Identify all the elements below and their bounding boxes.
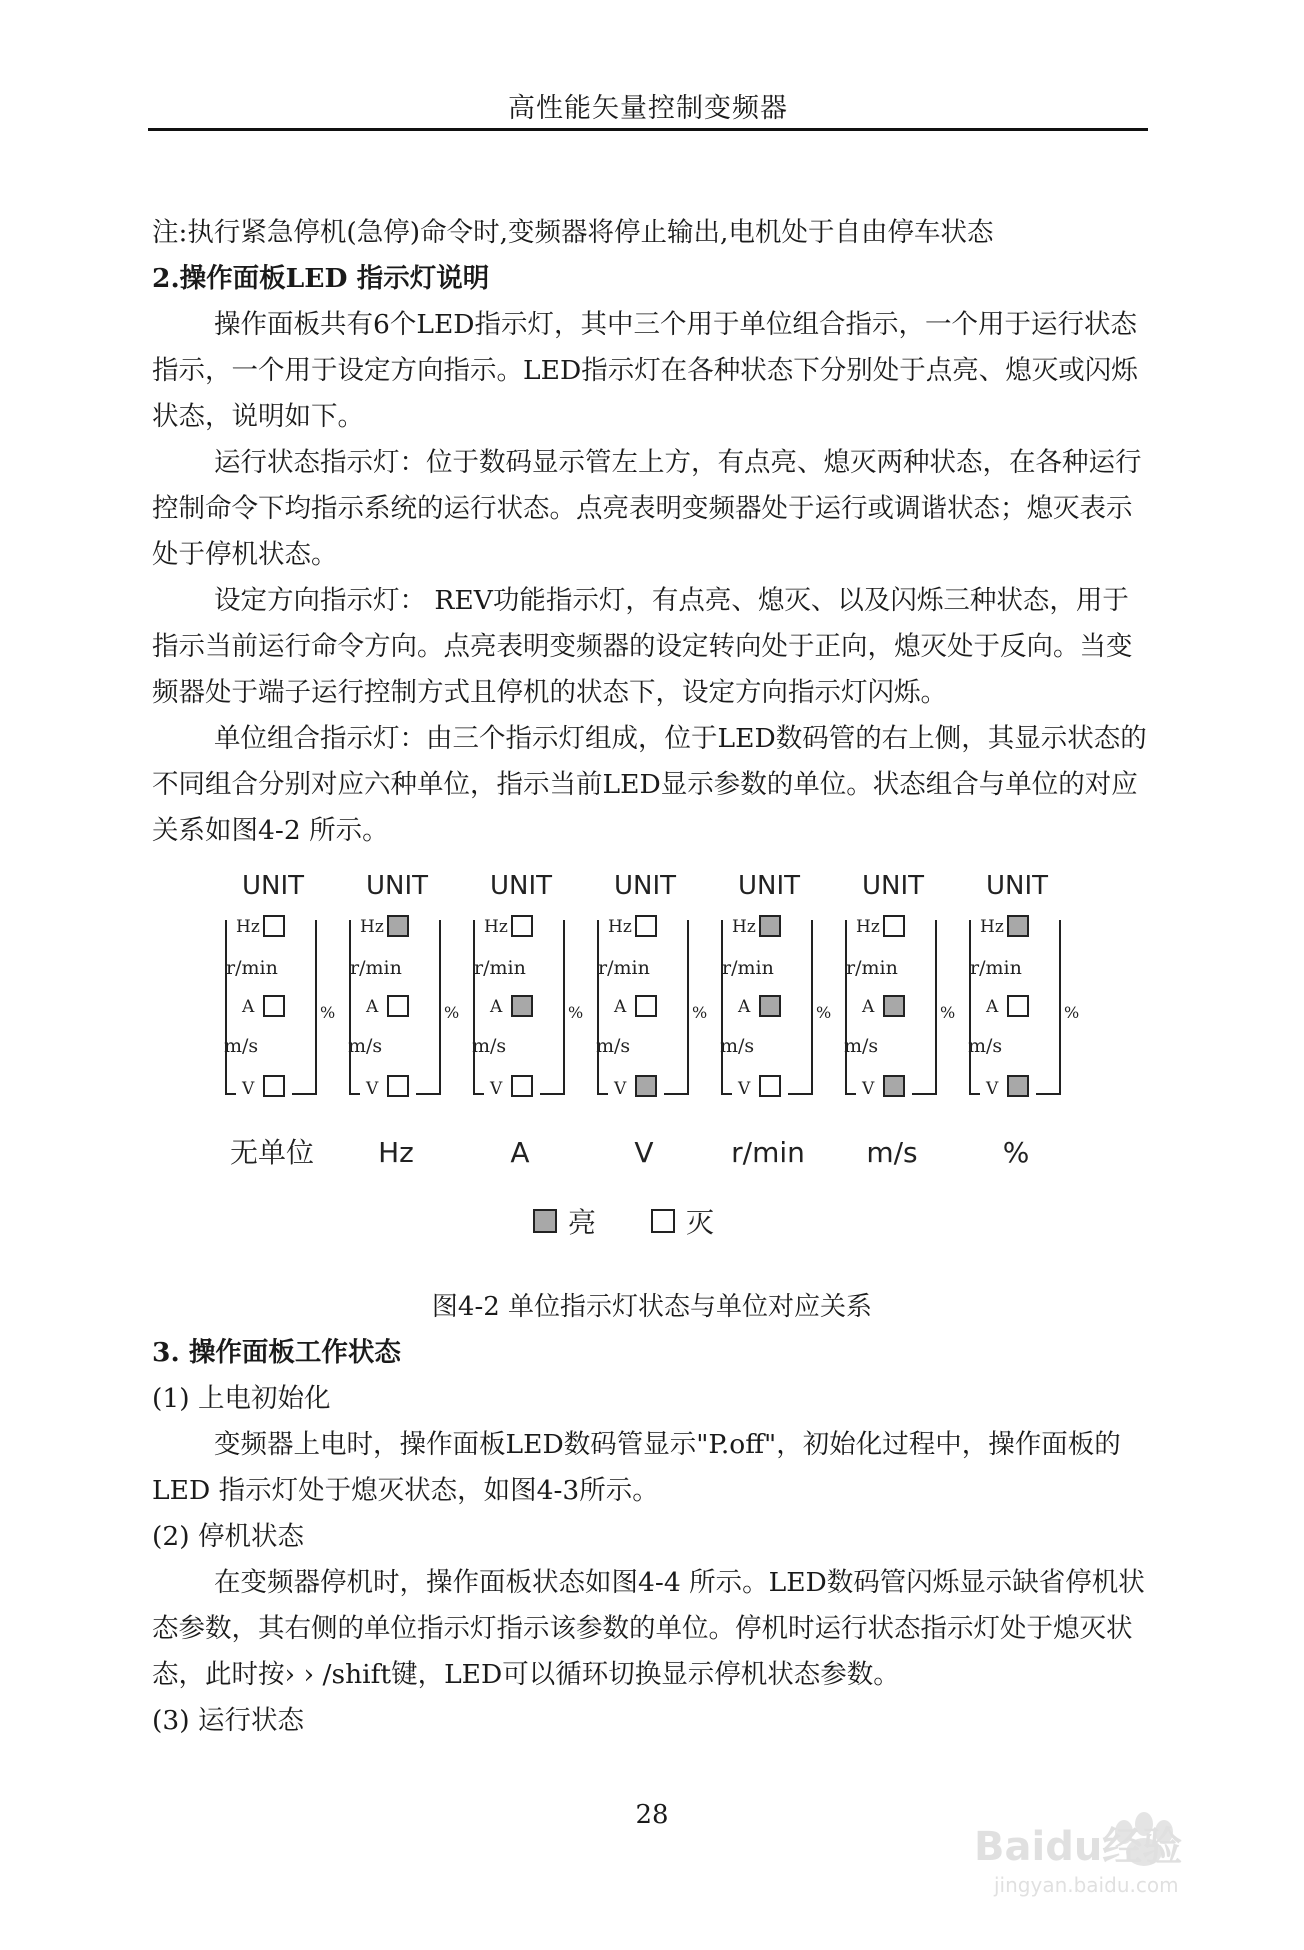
v-label: V xyxy=(986,1079,999,1099)
unit-name-label: m/s xyxy=(866,1136,918,1169)
bracket-right xyxy=(912,920,936,1094)
percent-label: % xyxy=(1064,1003,1080,1022)
rmin-label: r/min xyxy=(474,957,526,979)
a-label: A xyxy=(366,997,379,1017)
unit-indicator-figure xyxy=(152,862,1152,1282)
v-indicator-lamp xyxy=(388,1076,408,1096)
legend-on-swatch xyxy=(534,1210,556,1232)
section-heading-3: 3. 操作面板工作状态 xyxy=(152,1337,401,1368)
hz-label: Hz xyxy=(484,917,508,937)
page-body xyxy=(152,210,1152,1744)
rmin-label: r/min xyxy=(970,957,1022,979)
bracket-right xyxy=(292,920,316,1094)
a-label: A xyxy=(242,997,255,1017)
bracket-left xyxy=(722,920,732,1094)
a-label: A xyxy=(490,997,503,1017)
subheading-power-on: (1) 上电初始化 xyxy=(152,1383,331,1414)
hz-label: Hz xyxy=(608,917,632,937)
ms-label: m/s xyxy=(968,1035,1003,1057)
a-label: A xyxy=(862,997,875,1017)
figure-caption: 图4-2 单位指示灯状态与单位对应关系 xyxy=(431,1292,873,1322)
paragraph-stop-state: 在变频器停机时，操作面板状态如图4-4 所示。LED数码管闪烁显示缺省停机状态参数，其右侧的单位指示灯指示该参数的单位。停机时运行状态指示灯处于熄灭状态，此时按› › /shift键，LED可以循环切换显示停机状态参数。 xyxy=(152,1567,1145,1690)
paragraph-power-on: 变频器上电时，操作面板LED数码管显示"P.off"，初始化过程中，操作面板的LED 指示灯处于熄灭状态，如图4-3所示。 xyxy=(152,1429,1121,1506)
bracket-right xyxy=(664,920,688,1094)
ms-label: m/s xyxy=(224,1035,259,1057)
bracket-left xyxy=(846,920,856,1094)
hz-indicator-lamp xyxy=(512,916,532,936)
unit-name-label: % xyxy=(1002,1136,1030,1169)
unit-name-label: Hz xyxy=(378,1136,414,1169)
bracket-right xyxy=(788,920,812,1094)
percent-label: % xyxy=(816,1003,832,1022)
percent-label: % xyxy=(444,1003,460,1022)
a-indicator-lamp xyxy=(760,996,780,1016)
bracket-right xyxy=(416,920,440,1094)
ms-label: m/s xyxy=(472,1035,507,1057)
bracket-left xyxy=(598,920,608,1094)
running-header: 高性能矢量控制变频器 xyxy=(508,93,788,124)
legend-off-label: 灭 xyxy=(686,1206,715,1239)
hz-label: Hz xyxy=(980,917,1004,937)
v-label: V xyxy=(490,1079,503,1099)
a-indicator-lamp xyxy=(512,996,532,1016)
note-paragraph: 注:执行紧急停机(急停)命令时,变频器将停止输出,电机处于自由停车状态 xyxy=(152,217,994,248)
hz-label: Hz xyxy=(236,917,260,937)
paragraph-direction-indicator: 设定方向指示灯： REV功能指示灯，有点亮、熄灭、以及闪烁三种状态，用于指示当前运行命令方向。点亮表明变频器的设定转向处于正向，熄灭处于反向。当变频器处于端子运行控制方式且停机的状态下，设定方向指示灯闪烁。 xyxy=(152,585,1133,708)
ms-label: m/s xyxy=(844,1035,879,1057)
unit-header-label: UNIT xyxy=(738,871,801,901)
bracket-right xyxy=(540,920,564,1094)
v-indicator-lamp xyxy=(884,1076,904,1096)
bracket-left xyxy=(474,920,484,1094)
bracket-right xyxy=(1036,920,1060,1094)
rmin-label: r/min xyxy=(846,957,898,979)
unit-header-label: UNIT xyxy=(614,871,677,901)
section-heading-2: 2.操作面板LED 指示灯说明 xyxy=(152,263,490,294)
paragraph-led-overview: 操作面板共有6个LED指示灯，其中三个用于单位组合指示，一个用于运行状态指示，一个用于设定方向指示。LED指示灯在各种状态下分别处于点亮、熄灭或闪烁状态，说明如下。 xyxy=(152,309,1138,432)
ms-label: m/s xyxy=(596,1035,631,1057)
a-label: A xyxy=(738,997,751,1017)
hz-indicator-lamp xyxy=(388,916,408,936)
header-rule xyxy=(148,128,1148,131)
a-indicator-lamp xyxy=(1008,996,1028,1016)
a-indicator-lamp xyxy=(264,996,284,1016)
v-indicator-lamp xyxy=(636,1076,656,1096)
v-indicator-lamp xyxy=(264,1076,284,1096)
v-label: V xyxy=(242,1079,255,1099)
hz-indicator-lamp xyxy=(1008,916,1028,936)
v-indicator-lamp xyxy=(760,1076,780,1096)
unit-header-label: UNIT xyxy=(862,871,925,901)
unit-indicator-diagram xyxy=(212,862,1092,1282)
watermark-url: jingyan.baidu.com xyxy=(994,1873,1179,1897)
a-indicator-lamp xyxy=(636,996,656,1016)
unit-header-label: UNIT xyxy=(986,871,1049,901)
rmin-label: r/min xyxy=(350,957,402,979)
paragraph-run-indicator: 运行状态指示灯：位于数码显示管左上方，有点亮、熄灭两种状态，在各种运行控制命令下均指示系统的运行状态。点亮表明变频器处于运行或调谐状态；熄灭表示处于停机状态。 xyxy=(152,447,1142,570)
v-label: V xyxy=(614,1079,627,1099)
unit-header-label: UNIT xyxy=(366,871,429,901)
watermark-brand: Baidu经验 xyxy=(974,1824,1183,1870)
v-label: V xyxy=(366,1079,379,1099)
subheading-stop-state: (2) 停机状态 xyxy=(152,1521,304,1552)
unit-name-label: A xyxy=(510,1136,530,1169)
bracket-left xyxy=(226,920,236,1094)
baidu-watermark-logo xyxy=(964,1790,1264,1900)
hz-indicator-lamp xyxy=(760,916,780,936)
legend-off-swatch xyxy=(652,1210,674,1232)
a-indicator-lamp xyxy=(884,996,904,1016)
percent-label: % xyxy=(940,1003,956,1022)
unit-name-label: V xyxy=(634,1136,654,1169)
hz-indicator-lamp xyxy=(884,916,904,936)
hz-label: Hz xyxy=(360,917,384,937)
percent-label: % xyxy=(568,1003,584,1022)
ms-label: m/s xyxy=(720,1035,755,1057)
v-indicator-lamp xyxy=(1008,1076,1028,1096)
rmin-label: r/min xyxy=(226,957,278,979)
subheading-run-state: (3) 运行状态 xyxy=(152,1705,304,1736)
unit-header-label: UNIT xyxy=(242,871,305,901)
v-label: V xyxy=(862,1079,875,1099)
rmin-label: r/min xyxy=(598,957,650,979)
bracket-left xyxy=(970,920,980,1094)
paragraph-unit-indicator: 单位组合指示灯：由三个指示灯组成，位于LED数码管的右上侧，其显示状态的不同组合分别对应六种单位，指示当前LED显示参数的单位。状态组合与单位的对应关系如图4-2 所示。 xyxy=(152,723,1147,846)
unit-header-label: UNIT xyxy=(490,871,553,901)
legend-on-label: 亮 xyxy=(568,1206,597,1239)
ms-label: m/s xyxy=(348,1035,383,1057)
rmin-label: r/min xyxy=(722,957,774,979)
hz-indicator-lamp xyxy=(264,916,284,936)
hz-label: Hz xyxy=(856,917,880,937)
hz-label: Hz xyxy=(732,917,756,937)
percent-label: % xyxy=(692,1003,708,1022)
page-number: 28 xyxy=(635,1800,669,1830)
hz-indicator-lamp xyxy=(636,916,656,936)
a-label: A xyxy=(614,997,627,1017)
bracket-left xyxy=(350,920,360,1094)
percent-label: % xyxy=(320,1003,336,1022)
a-indicator-lamp xyxy=(388,996,408,1016)
v-label: V xyxy=(738,1079,751,1099)
unit-name-label: 无单位 xyxy=(229,1136,315,1169)
unit-name-label: r/min xyxy=(731,1136,805,1169)
a-label: A xyxy=(986,997,999,1017)
v-indicator-lamp xyxy=(512,1076,532,1096)
